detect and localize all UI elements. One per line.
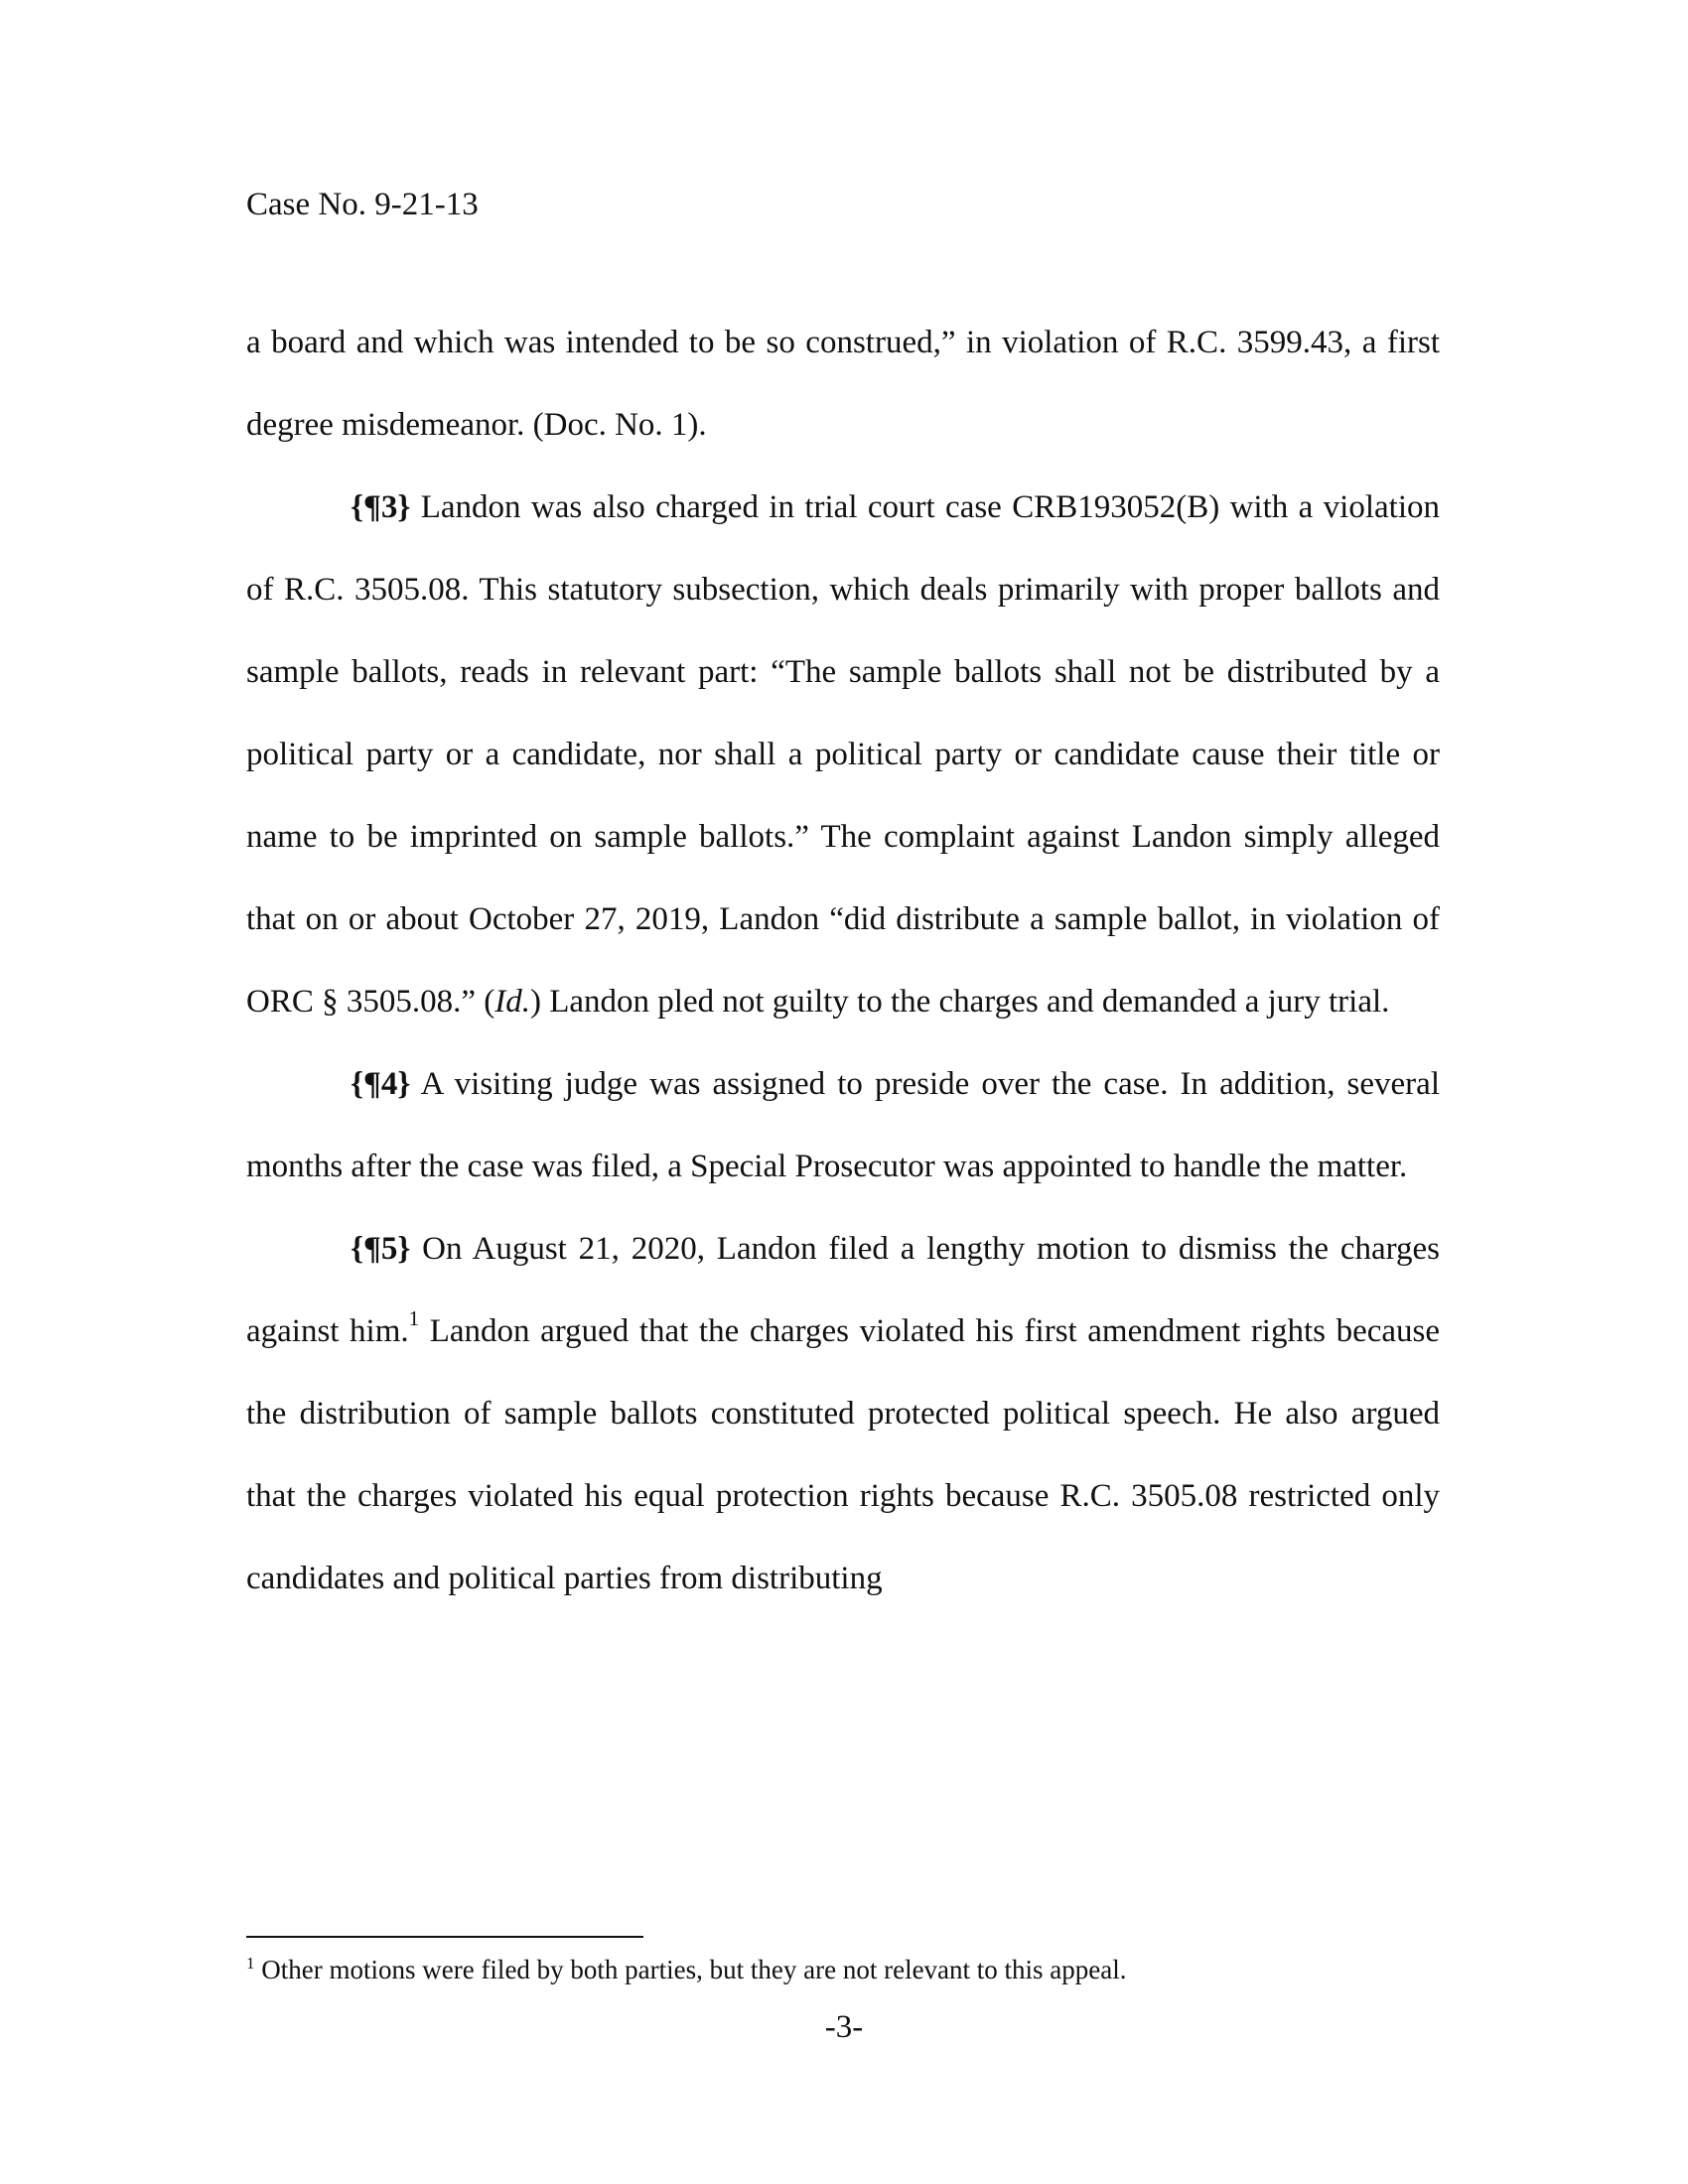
paragraph-mark: {¶3} xyxy=(351,489,411,525)
footnote-reference[interactable]: 1 xyxy=(408,1306,420,1330)
paragraph-text: On August 21, 2020, Landon filed a lengthy motion to dismiss the charges against him. xyxy=(246,1231,1440,1349)
body-text xyxy=(246,302,1440,1620)
paragraph-text: ) Landon pled not guilty to the charges and demanded a jury trial. xyxy=(530,984,1390,1020)
footnote-1 xyxy=(246,1954,1127,1985)
paragraph-3 xyxy=(246,467,1440,1043)
paragraph-mark: {¶5} xyxy=(351,1231,411,1267)
paragraph-continued xyxy=(246,302,1440,467)
footnote-text: Other motions were filed by both parties, but they are not relevant to this appeal. xyxy=(254,1955,1127,1984)
paragraph-text: a board and which was intended to be so construed,” in violation of R.C. 3599.43, a first degree misdemeanor. (Doc. No. 1). xyxy=(246,325,1440,443)
page-number: -3- xyxy=(824,2009,864,2045)
paragraph-text: Landon argued that the charges violated his first amendment rights because the distribution of sample ballots constituted protected political speech. He also argued that the charges violated his equal protection rights because R.C. 3505.08 restricted only candidates and political parties from distributing xyxy=(246,1313,1440,1596)
paragraph-5 xyxy=(246,1208,1440,1620)
paragraph-text: A visiting judge was assigned to preside over the case. In addition, several months after the case was filed, a Special Prosecutor was appointed to handle the matter. xyxy=(246,1066,1440,1184)
case-number-header: Case No. 9-21-13 xyxy=(246,187,479,222)
citation-id: Id. xyxy=(494,984,530,1020)
footnote-separator xyxy=(246,1936,643,1938)
paragraph-text: Landon was also charged in trial court case CRB193052(B) with a violation of R.C. 3505.08. This statutory subsection, which deals primarily with proper ballots and sample ballots, reads in relevant part: “The sample ballots shall not be distributed by a political party or a candidate, nor shall a political party or candidate cause their title or name to be imprinted on sample ballots.” The complaint against Landon simply alleged that on or about October 27, 2019, Landon “did distribute a sample ballot, in violation of ORC § 3505.08.” ( xyxy=(246,489,1440,1020)
footnote-number: 1 xyxy=(246,1954,255,1973)
paragraph-mark: {¶4} xyxy=(351,1066,411,1102)
paragraph-4 xyxy=(246,1043,1440,1208)
